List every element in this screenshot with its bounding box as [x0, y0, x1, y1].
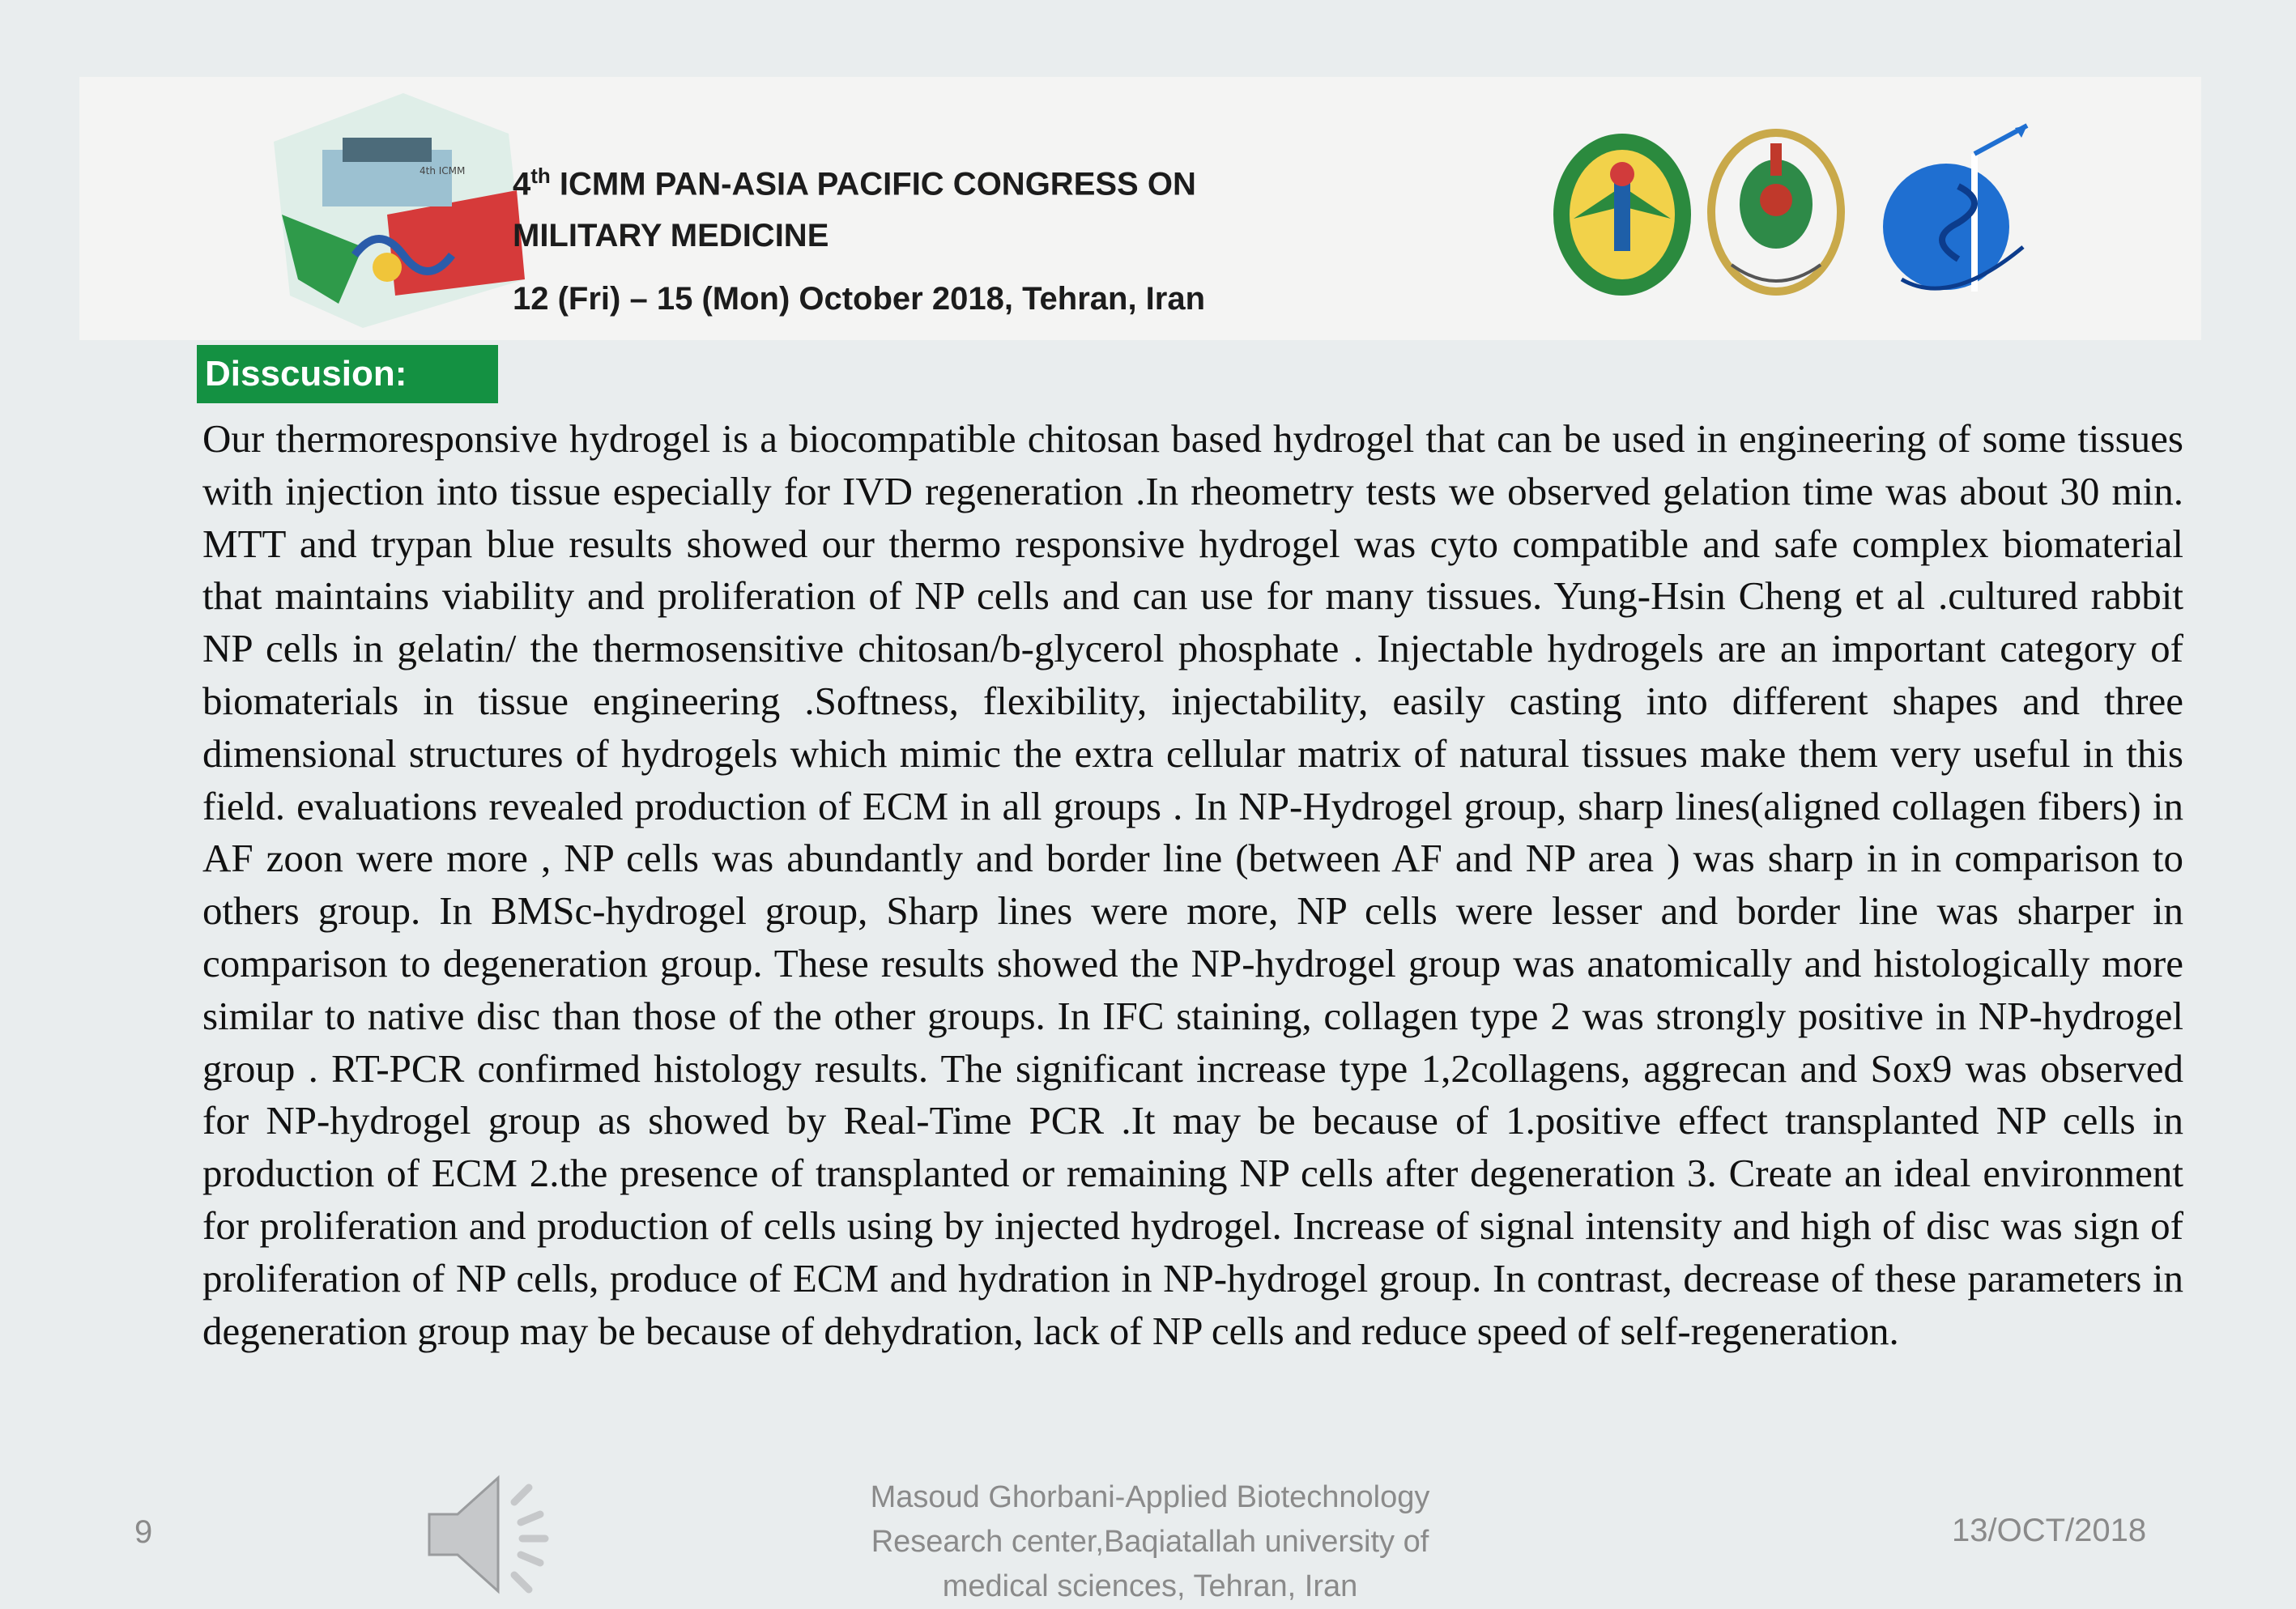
svg-text:4th ICMM: 4th ICMM [420, 165, 466, 177]
army-emblem-icon [1549, 130, 1695, 300]
title-ordinal-suffix: th [530, 164, 551, 188]
section-heading: Disscusion: [197, 345, 498, 403]
congress-title [513, 150, 1205, 325]
author-line3: medical sciences, Tehran, Iran [942, 1569, 1358, 1603]
discussion-body: Our thermoresponsive hydrogel is a biocompatible chitosan based hydrogel that can be used in engineering of some tissues with injection into tissue especially for IVD regeneration .In rheometry tests we observed gelation time was about 30 min. MTT and trypan blue results showed our thermo responsive hydrogel was cyto compatible and safe complex biomaterial that maintains viability and proliferation of NP cells and can use for many tissues. Yung-Hsin Cheng et al .cultured rabbit NP cells in gelatin/ the thermosensitive chitosan/b-glycerol phosphate . Injectable hydrogels are an important category of biomaterials in tissue engineering .Softness, flexibility, injectability, easily casting into different shapes and three dimensional structures of hydrogels which mimic the extra cellular matrix of natural tissues make them very useful in this field. evaluations revealed production of ECM in all groups . In NP-Hydrogel group, sharp lines(aligned collagen fibers) in AF zoon were more , NP cells was abundantly and border line (between AF and NP area ) was sharp in in comparison to others group. In BMSc-hydrogel group, Sharp lines were more, NP cells were lesser and border line was sharper in comparison to degeneration group. These results showed the NP-hydrogel group was anatomically and histologically more similar to native disc than those of the other groups. In IFC staining, collagen type 2 was strongly positive in NP-hydrogel group . RT-PCR confirmed histology results. The significant increase type 1,2collagens, aggrecan and Sox9 was observed for NP-hydrogel group as showed by Real-Time PCR .It may be because of 1.positive effect transplanted NP cells in production of ECM 2.the presence of transplanted or remaining NP cells after degeneration 3. Create an ideal environment for proliferation and production of cells using by injected hydrogel. Increase of signal intensity and high of disc was sign of proliferation of NP cells, produce of ECM and hydration in NP-hydrogel group. In contrast, decrease of these parameters in degeneration group may be because of dehydration, lack of NP cells and reduce speed of self-regeneration. [202, 416, 2183, 1353]
title-line1: ICMM PAN-ASIA PACIFIC CONGRESS ON [550, 166, 1196, 202]
author-line2: Research center,Baqiatallah university of [871, 1525, 1429, 1559]
congress-dates: 12 (Fri) – 15 (Mon) October 2018, Tehran, Iran [513, 281, 1206, 317]
title-ordinal: 4 [513, 166, 531, 202]
title-line2: MILITARY MEDICINE [513, 218, 829, 254]
speaker-icon[interactable] [425, 1470, 567, 1599]
footer-date: 13/OCT/2018 [1952, 1513, 2147, 1548]
ministry-emblem-icon [1707, 127, 1845, 301]
slide-number: 9 [134, 1514, 153, 1550]
author-line1: Masoud Ghorbani-Applied Biotechnology [870, 1480, 1430, 1514]
header-banner [79, 77, 2201, 340]
medical-globe-icon [1877, 121, 2039, 308]
footer-author [794, 1475, 1506, 1609]
